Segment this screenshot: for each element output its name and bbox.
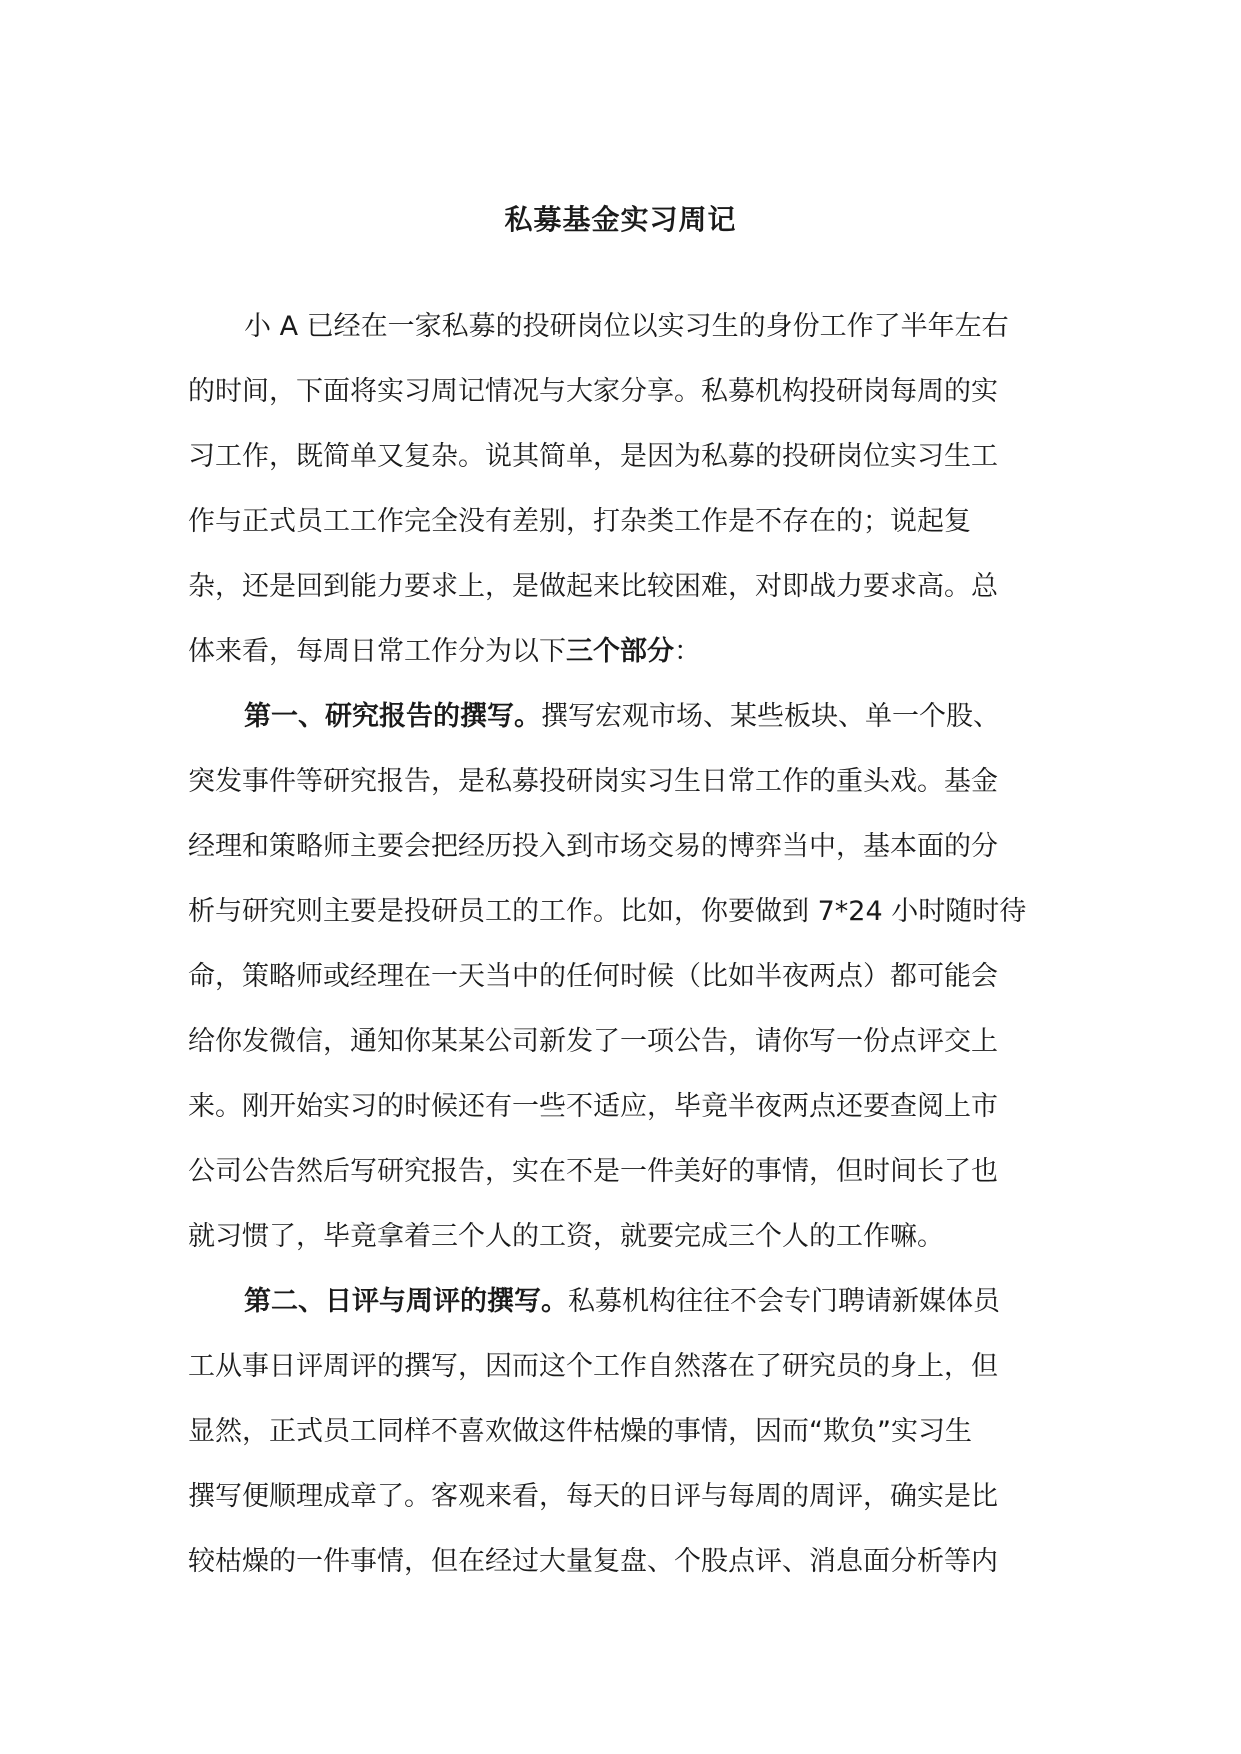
text-line xyxy=(188,1269,1060,1334)
text-segment: 显然，正式员工同样不喜欢做这件枯燥的事情，因而“欺负”实习生 xyxy=(188,1416,972,1447)
text-segment: 习工作，既简单又复杂。说其简单，是因为私募的投研岗位实习生工 xyxy=(188,441,998,472)
text-line xyxy=(188,814,1060,879)
text-segment: 体来看，每周日常工作分为以下 xyxy=(188,636,566,667)
text-line xyxy=(188,684,1060,749)
text-segment: 作与正式员工工作完全没有差别，打杂类工作是不存在的；说起复 xyxy=(188,506,971,537)
text-segment: 撰写宏观市场、某些板块、单一个股、 xyxy=(541,701,1000,732)
text-line xyxy=(188,1334,1060,1399)
text-line xyxy=(188,1204,1060,1269)
text-segment: 杂，还是回到能力要求上，是做起来比较困难，对即战力要求高。总 xyxy=(188,571,998,602)
text-segment: 公司公告然后写研究报告，实在不是一件美好的事情，但时间长了也 xyxy=(188,1156,998,1187)
text-line xyxy=(188,424,1060,489)
text-line xyxy=(188,879,1060,944)
text-line xyxy=(188,619,1060,684)
text-line xyxy=(188,489,1060,554)
bold-text-segment: 三个部分 xyxy=(566,636,674,667)
text-segment: 较枯燥的一件事情，但在经过大量复盘、个股点评、消息面分析等内 xyxy=(188,1546,998,1577)
text-segment: 工从事日评周评的撰写，因而这个工作自然落在了研究员的身上，但 xyxy=(188,1351,998,1382)
bold-text-segment: 第一、研究报告的撰写。 xyxy=(244,701,541,732)
text-segment: 来。刚开始实习的时候还有一些不适应，毕竟半夜两点还要查阅上市 xyxy=(188,1091,998,1122)
text-line xyxy=(188,749,1060,814)
text-segment: 私募机构往往不会专门聘请新媒体员 xyxy=(568,1286,1000,1317)
text-line xyxy=(188,944,1060,1009)
text-line xyxy=(188,1009,1060,1074)
text-line xyxy=(188,1074,1060,1139)
text-segment: 析与研究则主要是投研员工的工作。比如，你要做到 7*24 小时随时待 xyxy=(188,896,1027,927)
text-line xyxy=(188,359,1060,424)
text-line xyxy=(188,1529,1060,1594)
document-body xyxy=(188,294,1060,1594)
text-segment: 撰写便顺理成章了。客观来看，每天的日评与每周的周评，确实是比 xyxy=(188,1481,998,1512)
text-segment: 经理和策略师主要会把经历投入到市场交易的博弈当中，基本面的分 xyxy=(188,831,998,862)
text-segment: 小 A 已经在一家私募的投研岗位以实习生的身份工作了半年左右 xyxy=(244,311,1009,342)
text-segment: 命，策略师或经理在一天当中的任何时候（比如半夜两点）都可能会 xyxy=(188,961,998,992)
text-segment: 就习惯了，毕竟拿着三个人的工资，就要完成三个人的工作嘛。 xyxy=(188,1221,944,1252)
text-segment: 给你发微信，通知你某某公司新发了一项公告，请你写一份点评交上 xyxy=(188,1026,998,1057)
bold-text-segment: 第二、日评与周评的撰写。 xyxy=(244,1286,568,1317)
text-segment: 突发事件等研究报告，是私募投研岗实习生日常工作的重头戏。基金 xyxy=(188,766,998,797)
text-segment: ： xyxy=(674,636,701,667)
text-line xyxy=(188,1399,1060,1464)
text-line xyxy=(188,1139,1060,1204)
text-line xyxy=(188,554,1060,619)
text-segment: 的时间，下面将实习周记情况与大家分享。私募机构投研岗每周的实 xyxy=(188,376,998,407)
text-line xyxy=(188,1464,1060,1529)
text-line xyxy=(188,294,1060,359)
document-title: 私募基金实习周记 xyxy=(504,203,737,236)
